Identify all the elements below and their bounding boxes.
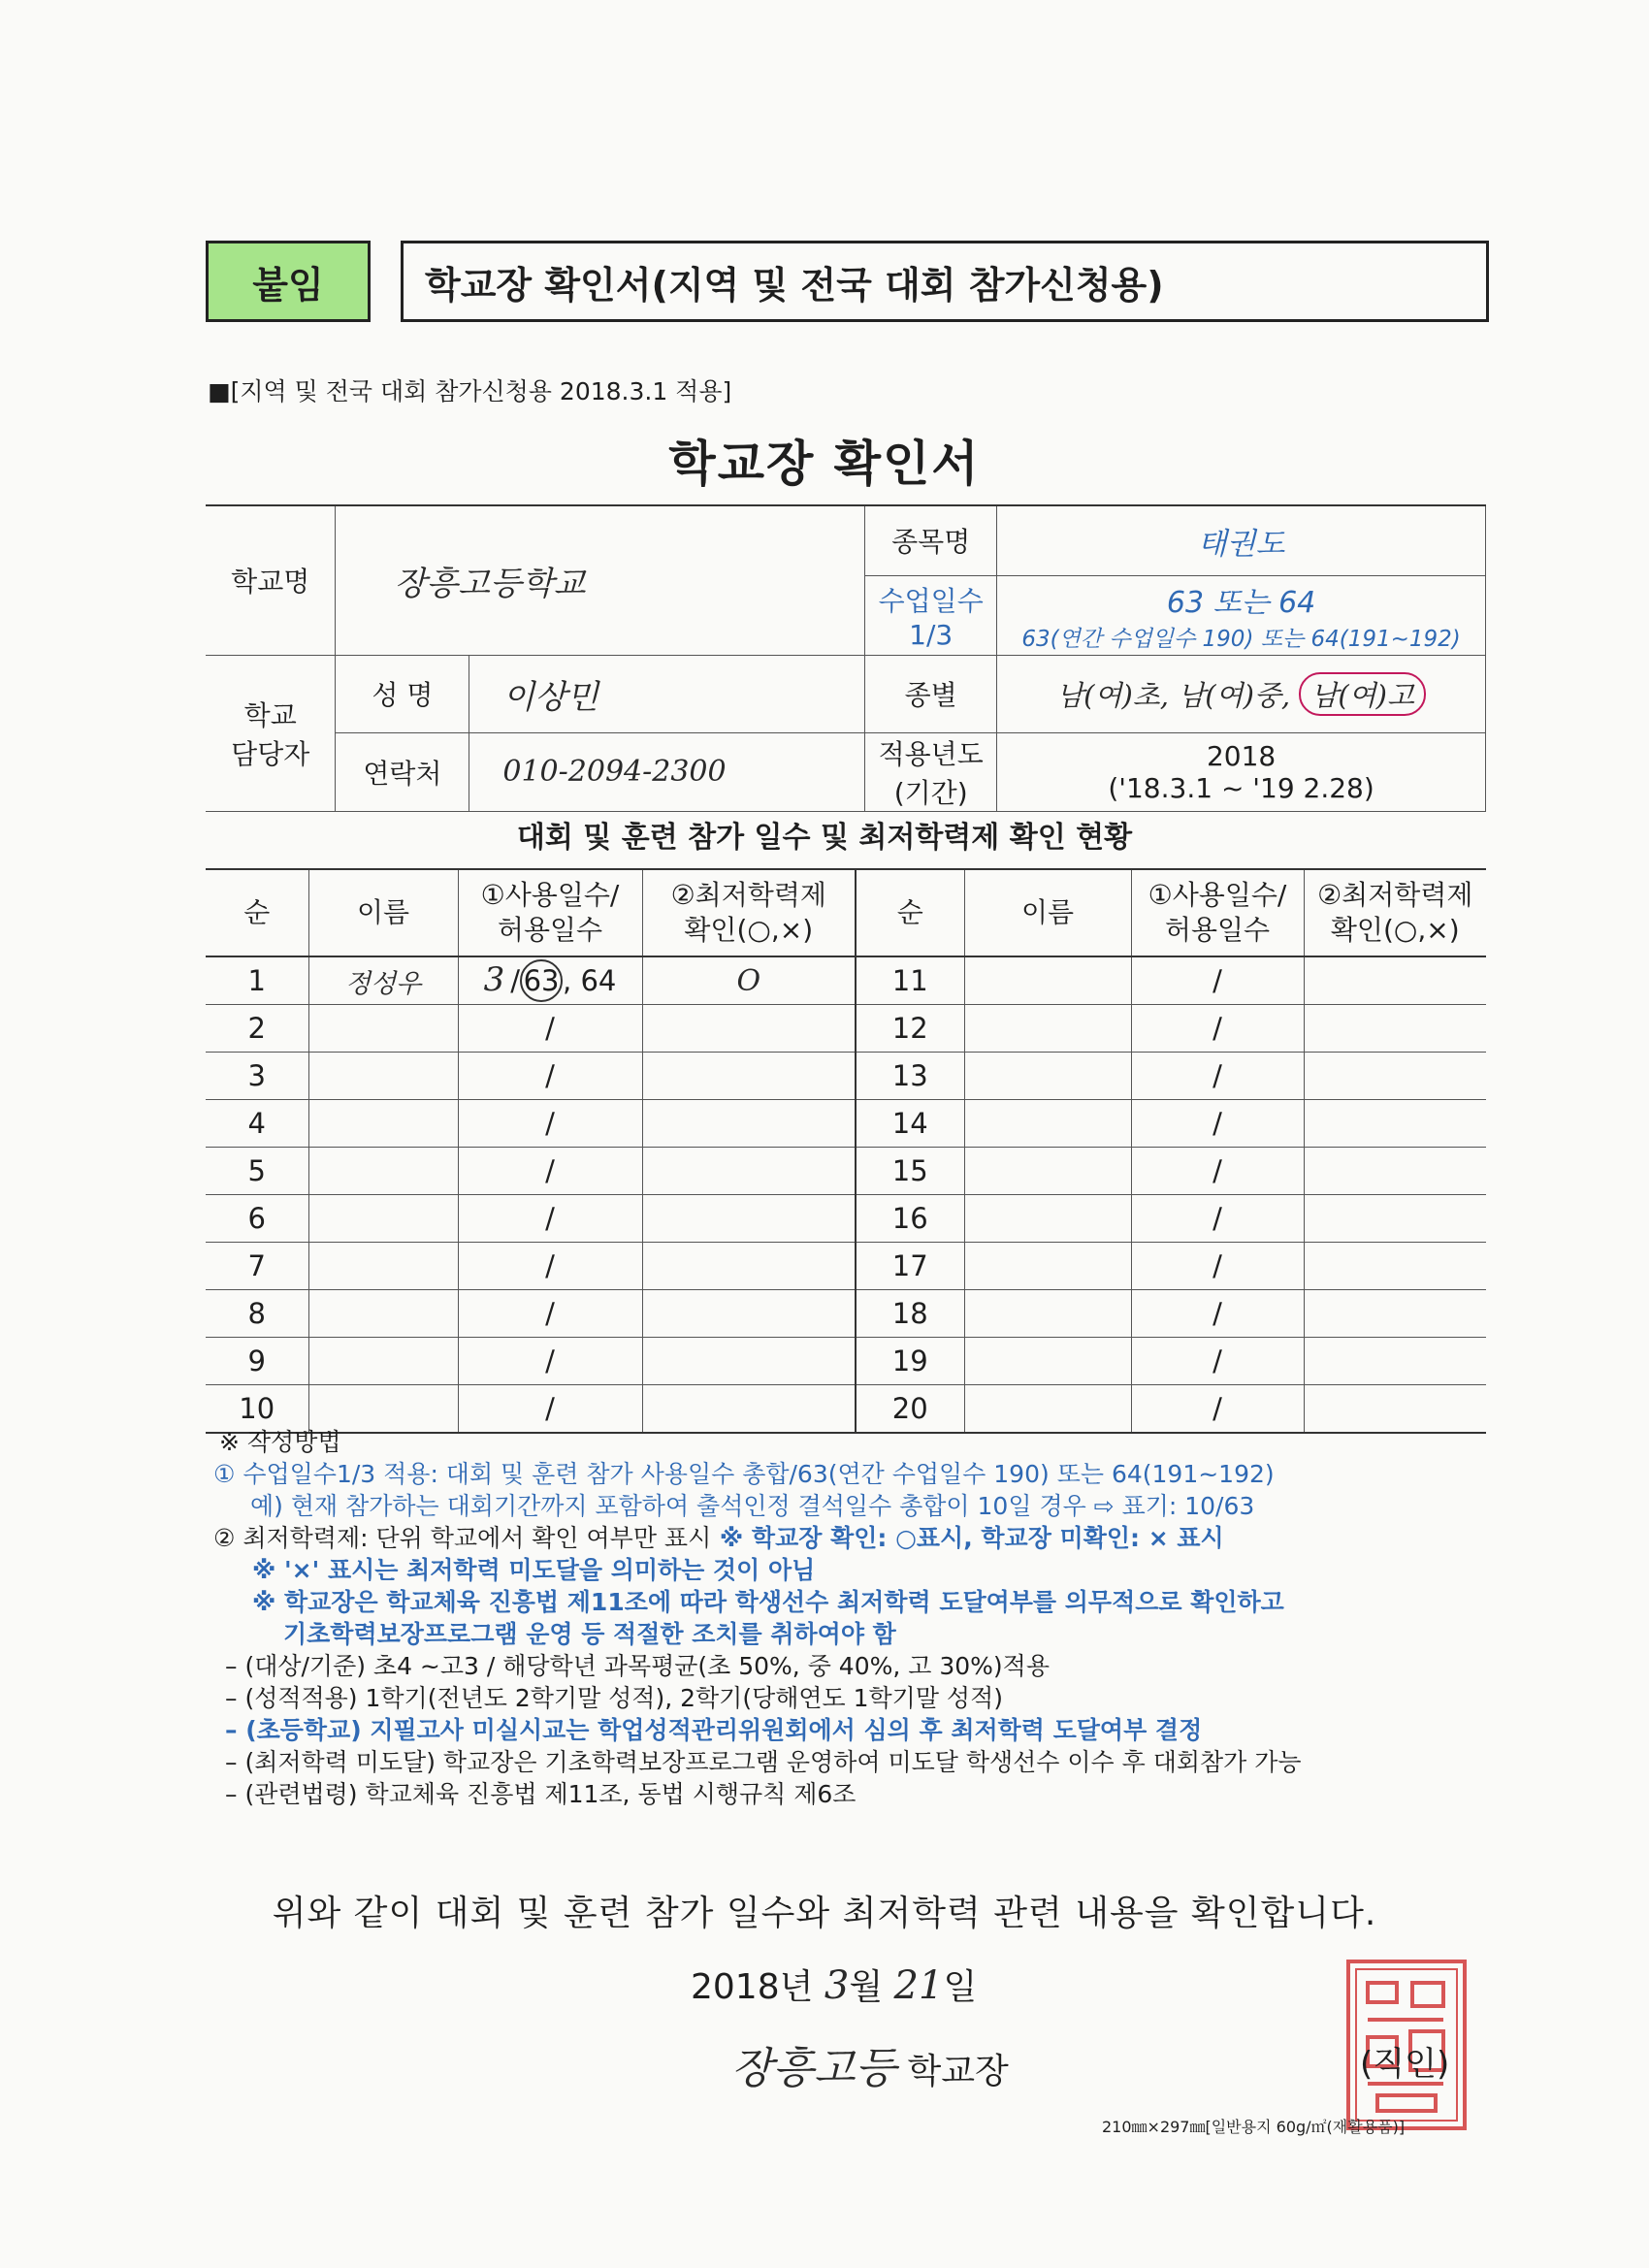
section-title: 대회 및 훈련 참가 일수 및 최저학력제 확인 현황 xyxy=(516,821,1133,855)
row-number: 2 xyxy=(206,1005,308,1053)
row-number-right: 20 xyxy=(856,1385,964,1434)
class-days-label-line1: 수업일수 xyxy=(878,584,984,617)
row-days-right: / xyxy=(1131,1338,1304,1385)
row-number-right: 19 xyxy=(856,1338,964,1385)
allowed-days-circled: 63 xyxy=(520,959,563,1002)
note-2a-text: ② 최저학력제: 단위 학교에서 확인 여부만 표시 xyxy=(213,1524,712,1552)
date-year: 2018년 xyxy=(691,1967,814,2007)
category-label: 종별 xyxy=(865,655,997,732)
school-name-label: 학교명 xyxy=(206,505,336,655)
header-title-box xyxy=(401,241,1489,322)
note-d5: – (관련법령) 학교체육 진흥법 제11조, 동법 시행규칙 제6조 xyxy=(225,1780,857,1808)
row-name-right xyxy=(964,1290,1131,1338)
row-check xyxy=(642,1005,856,1053)
row-days: / xyxy=(458,1148,642,1195)
header-check-right-line2: 확인(○,×) xyxy=(1330,914,1460,946)
row-days: / xyxy=(458,1053,642,1100)
confirmation-statement: 위와 같이 대회 및 훈련 참가 일수와 최저학력 관련 내용을 확인합니다. xyxy=(272,1894,1377,1933)
header-days-right-line1: ①사용일수/ xyxy=(1148,878,1287,911)
row-name-right xyxy=(964,1243,1131,1290)
document-title: 학교장 확인서 xyxy=(668,436,981,492)
row-days: / xyxy=(458,1100,642,1148)
note-d4: – (최저학력 미도달) 학교장은 기초학력보장프로그램 운영하여 미도달 학생선수 이수 후 대회참가 가능 xyxy=(225,1748,1302,1776)
row-name xyxy=(308,1053,458,1100)
header-check-line1: ②최저학력제 xyxy=(670,878,826,911)
header-check-line2: 확인(○,×) xyxy=(684,914,814,946)
row-check-right xyxy=(1304,1053,1486,1100)
row-number-right: 17 xyxy=(856,1243,964,1290)
seal-label: (직인) xyxy=(1360,2045,1450,2084)
roster-table xyxy=(206,868,1486,1434)
row-name-right xyxy=(964,1005,1131,1053)
phone-label: 연락처 xyxy=(336,732,469,811)
row-days: / xyxy=(458,1243,642,1290)
row-name xyxy=(308,1338,458,1385)
row-name xyxy=(308,1100,458,1148)
row-check-right xyxy=(1304,1100,1486,1148)
date-day-unit: 일 xyxy=(943,1967,978,2007)
row-check xyxy=(642,1195,856,1243)
note-2b: ※ '×' 표시는 최저학력 미도달을 의미하는 것이 아님 xyxy=(252,1556,816,1584)
subheading: ■[지역 및 전국 대회 참가신청용 2018.3.1 적용] xyxy=(208,377,732,405)
row-name-right xyxy=(964,1100,1131,1148)
row-name xyxy=(308,1195,458,1243)
row-days-right: / xyxy=(1131,956,1304,1005)
row-days-right: / xyxy=(1131,1005,1304,1053)
name-label: 성 명 xyxy=(336,655,469,732)
note-d3: – (초등학교) 지필고사 미실시교는 학업성적관리위원회에서 심의 후 최저학력 도달여부 결정 xyxy=(225,1716,1203,1744)
sport-value: 태권도 xyxy=(997,505,1486,575)
header-days xyxy=(458,869,642,956)
principal-signature xyxy=(731,2033,1009,2095)
notes-heading: ※ 작성방법 xyxy=(219,1428,341,1456)
row-name-right xyxy=(964,956,1131,1005)
row-check: O xyxy=(642,956,856,1005)
row-days xyxy=(458,956,642,1005)
days-slash: / xyxy=(510,964,521,997)
row-name xyxy=(308,1290,458,1338)
row-days-right: / xyxy=(1131,1243,1304,1290)
row-number-right: 15 xyxy=(856,1148,964,1195)
year-value-line2: ('18.3.1 ~ '19 2.28) xyxy=(1108,771,1374,804)
header-no: 순 xyxy=(206,869,308,956)
contact-group-label-line2: 담당자 xyxy=(231,737,310,770)
table-row xyxy=(206,1338,1486,1385)
class-days-value-line1: 63 또는 64 xyxy=(1166,585,1316,620)
row-name xyxy=(308,1243,458,1290)
table-row xyxy=(206,1243,1486,1290)
note-d2: – (성적적용) 1학기(전년도 2학기말 성적), 2학기(당해연도 1학기말 성적) xyxy=(225,1684,1003,1712)
row-number: 8 xyxy=(206,1290,308,1338)
allowed-days-rest: , 64 xyxy=(563,964,617,997)
row-number-right: 18 xyxy=(856,1290,964,1338)
attachment-label: 붙임 xyxy=(206,241,371,322)
row-days-right: / xyxy=(1131,1148,1304,1195)
row-check xyxy=(642,1290,856,1338)
used-days: 3 xyxy=(483,960,505,999)
school-name-value: 장흥고등학교 xyxy=(336,505,865,655)
row-number: 6 xyxy=(206,1195,308,1243)
table-row xyxy=(206,1100,1486,1148)
year-value xyxy=(997,732,1486,811)
row-days: / xyxy=(458,1385,642,1434)
year-label-line2: (기간) xyxy=(893,776,968,809)
roster-header-row xyxy=(206,869,1486,956)
table-row xyxy=(206,956,1486,1005)
row-check xyxy=(642,1053,856,1100)
row-name-right xyxy=(964,1148,1131,1195)
row-number-right: 16 xyxy=(856,1195,964,1243)
note-1a: ① 수업일수1/3 적용: 대회 및 훈련 참가 사용일수 총합/63(연간 수업일수 190) 또는 64(191~192) xyxy=(213,1460,1275,1488)
row-number-right: 13 xyxy=(856,1053,964,1100)
category-value xyxy=(997,655,1486,732)
row-days-right: / xyxy=(1131,1385,1304,1434)
row-number-right: 11 xyxy=(856,956,964,1005)
paper-spec-note: 210㎜×297㎜[일반용지 60g/㎡(재활용품)] xyxy=(1102,2118,1406,2136)
year-label-line1: 적용년도 xyxy=(878,737,984,770)
row-number: 1 xyxy=(206,956,308,1005)
row-check xyxy=(642,1100,856,1148)
row-days: / xyxy=(458,1005,642,1053)
row-days: / xyxy=(458,1338,642,1385)
year-value-line1: 2018 xyxy=(1206,739,1277,772)
row-name-right xyxy=(964,1053,1131,1100)
header-name: 이름 xyxy=(308,869,458,956)
row-check xyxy=(642,1338,856,1385)
table-row xyxy=(206,1290,1486,1338)
header-days-line1: ①사용일수/ xyxy=(480,878,620,911)
row-name-right xyxy=(964,1338,1131,1385)
row-name xyxy=(308,1148,458,1195)
note-2a-emph: ※ 학교장 확인: ○표시, 학교장 미확인: × 표시 xyxy=(711,1524,1224,1552)
row-number-right: 12 xyxy=(856,1005,964,1053)
header-check-right xyxy=(1304,869,1486,956)
note-2a xyxy=(213,1522,1494,1554)
row-number: 9 xyxy=(206,1338,308,1385)
info-table xyxy=(206,504,1486,812)
note-2d: 기초학력보장프로그램 운영 등 적절한 조치를 취하여야 함 xyxy=(283,1620,896,1648)
row-check-right xyxy=(1304,1338,1486,1385)
table-row xyxy=(206,1005,1486,1053)
row-number: 10 xyxy=(206,1385,308,1434)
row-number-right: 14 xyxy=(856,1100,964,1148)
row-days-right: / xyxy=(1131,1053,1304,1100)
class-days-label xyxy=(865,575,997,655)
sport-label: 종목명 xyxy=(865,505,997,575)
row-check-right xyxy=(1304,956,1486,1005)
year-label xyxy=(865,732,997,811)
category-high-circled: 남(여)고 xyxy=(1299,672,1426,716)
row-check-right xyxy=(1304,1005,1486,1053)
category-elementary: 남(여)초, xyxy=(1056,678,1170,712)
header-check xyxy=(642,869,856,956)
row-check-right xyxy=(1304,1243,1486,1290)
header-no-right: 순 xyxy=(856,869,964,956)
row-number: 3 xyxy=(206,1053,308,1100)
header-days-right xyxy=(1131,869,1304,956)
row-days: / xyxy=(458,1290,642,1338)
row-check-right xyxy=(1304,1195,1486,1243)
row-check-right xyxy=(1304,1290,1486,1338)
header-days-right-line2: 허용일수 xyxy=(1164,914,1271,946)
row-days-right: / xyxy=(1131,1290,1304,1338)
instructions xyxy=(213,1426,1494,1810)
header-days-line2: 허용일수 xyxy=(497,914,603,946)
row-name: 정성우 xyxy=(308,956,458,1005)
row-days-right: / xyxy=(1131,1100,1304,1148)
row-name xyxy=(308,1005,458,1053)
row-check xyxy=(642,1243,856,1290)
row-number: 4 xyxy=(206,1100,308,1148)
class-days-label-line2: 1/3 xyxy=(909,618,954,651)
row-number: 5 xyxy=(206,1148,308,1195)
signature-school: 장흥고등 xyxy=(731,2044,897,2093)
date xyxy=(691,1960,977,2009)
contact-group-label-line1: 학교 xyxy=(243,698,297,731)
row-days-right: / xyxy=(1131,1195,1304,1243)
header-name-right: 이름 xyxy=(964,869,1131,956)
contact-group-label xyxy=(206,655,336,811)
category-middle: 남(여)중, xyxy=(1178,678,1291,712)
row-check-right xyxy=(1304,1148,1486,1195)
class-days-value xyxy=(997,575,1486,655)
phone-value: 010-2094-2300 xyxy=(469,732,865,811)
note-d1: – (대상/기준) 초4 ~고3 / 해당학년 과목평균(초 50%, 중 40%, 고 30%)적용 xyxy=(225,1652,1050,1680)
date-month: 3 xyxy=(824,1963,850,2008)
date-day: 21 xyxy=(893,1963,944,2008)
date-month-unit: 월 xyxy=(849,1967,884,2007)
row-days: / xyxy=(458,1195,642,1243)
signature-title: 학교장 xyxy=(907,2052,1009,2091)
table-row xyxy=(206,1148,1486,1195)
row-check xyxy=(642,1148,856,1195)
header-check-right-line1: ②최저학력제 xyxy=(1317,878,1473,911)
note-2c: ※ 학교장은 학교체육 진흥법 제11조에 따라 학생선수 최저학력 도달여부를 의무적으로 확인하고 xyxy=(252,1588,1284,1616)
name-value: 이상민 xyxy=(469,655,865,732)
row-number: 7 xyxy=(206,1243,308,1290)
header-title: 학교장 확인서(지역 및 전국 대회 참가신청용) xyxy=(425,263,1164,307)
table-row xyxy=(206,1053,1486,1100)
class-days-value-line2: 63(연간 수업일수 190) 또는 64(191~192) xyxy=(1021,626,1461,652)
note-1b: 예) 현재 참가하는 대회기간까지 포함하여 출석인정 결석일수 총합이 10일 경우 ⇨ 표기: 10/63 xyxy=(250,1492,1255,1520)
table-row xyxy=(206,1195,1486,1243)
row-name-right xyxy=(964,1195,1131,1243)
